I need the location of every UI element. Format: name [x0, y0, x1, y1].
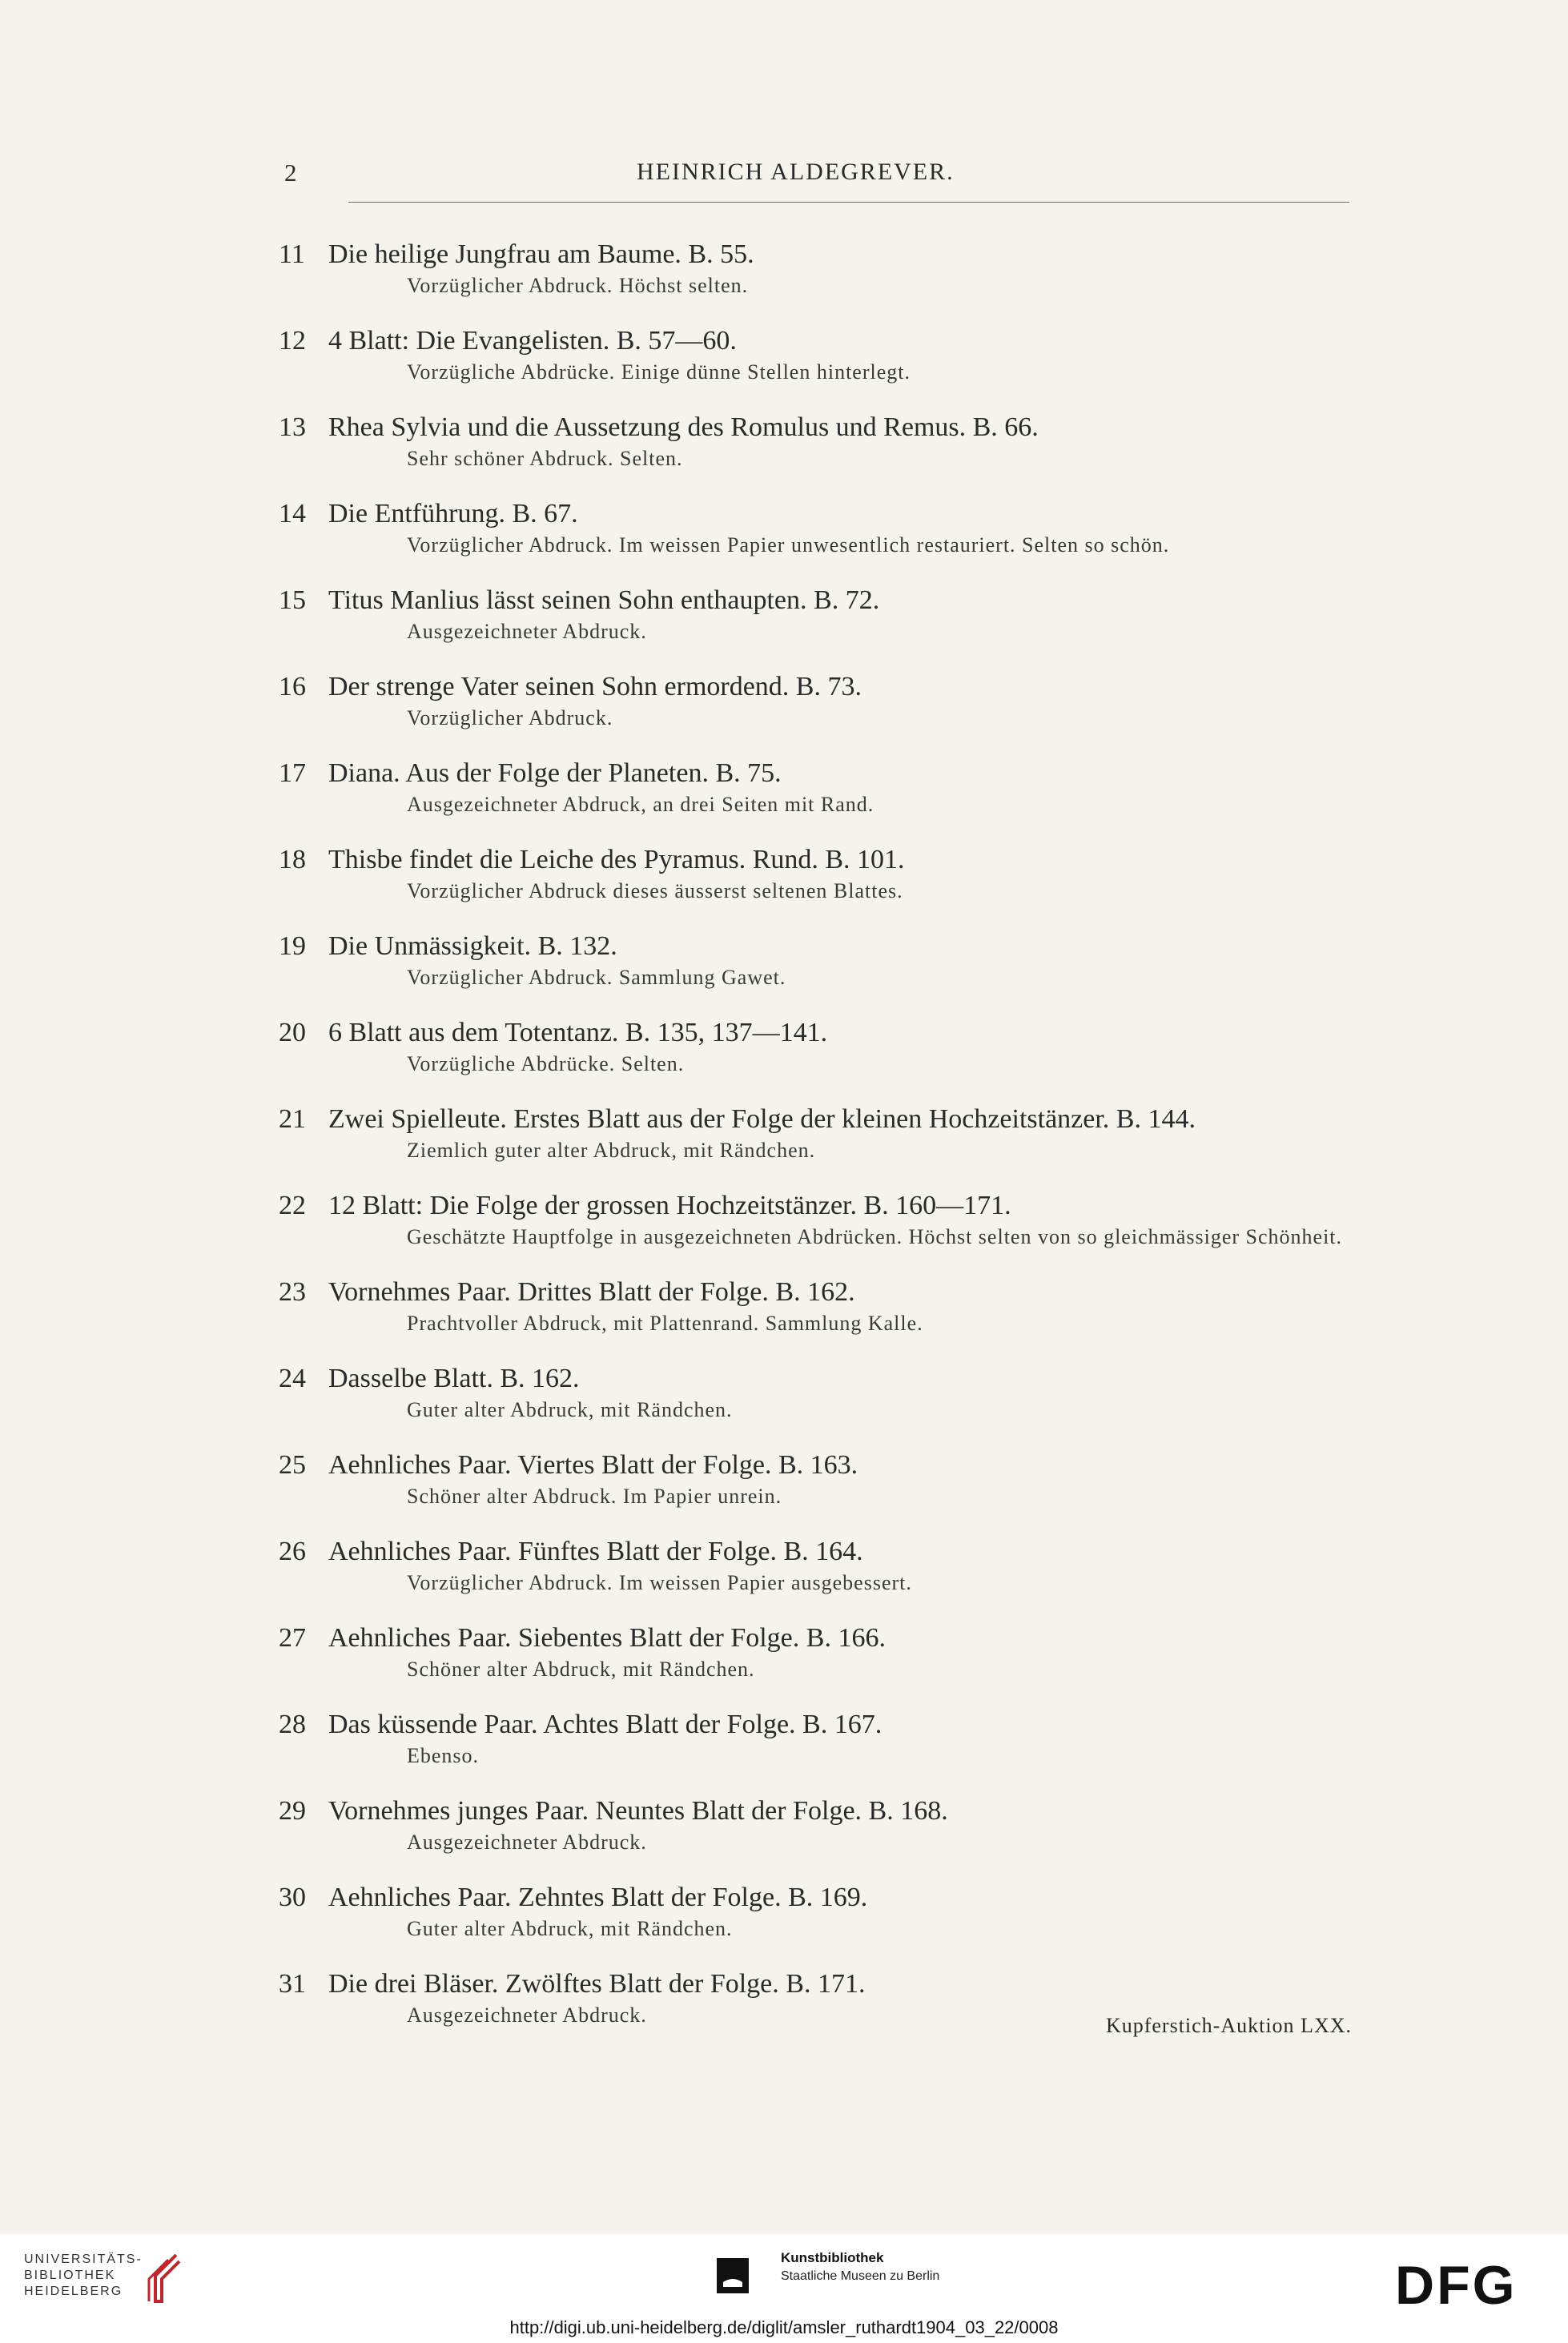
entry-note: Ziemlich guter alter Abdruck, mit Rändchen.	[407, 1139, 816, 1162]
entry-title: Thisbe findet die Leiche des Pyramus. Rund. B. 101.	[328, 845, 905, 874]
entry-note: Vorzüglicher Abdruck. Höchst selten.	[407, 274, 749, 297]
catalog-entry	[279, 842, 1352, 905]
entry-note: Vorzüglicher Abdruck. Im weissen Papier ausgebessert.	[407, 1571, 912, 1594]
entry-number: 29	[279, 1796, 306, 1826]
ub-logo-line: UNIVERSITÄTS-	[24, 2253, 143, 2266]
entry-note: Vorzügliche Abdrücke. Einige dünne Stellen hinterlegt.	[407, 360, 911, 384]
catalog-entry	[279, 1275, 1352, 1337]
ub-bracket-icon	[144, 2252, 184, 2305]
entry-number: 28	[279, 1710, 306, 1739]
entry-title: Die heilige Jungfrau am Baume. B. 55.	[328, 239, 754, 269]
entry-number: 16	[279, 672, 306, 701]
entry-title-line	[279, 1880, 1352, 1915]
catalog-entry	[279, 1794, 1352, 1856]
entry-title: Diana. Aus der Folge der Planeten. B. 75.	[328, 758, 782, 788]
entry-title: Die drei Bläser. Zwölftes Blatt der Folge. B. 171.	[328, 1969, 866, 1999]
entry-title: Aehnliches Paar. Siebentes Blatt der Folge. B. 166.	[328, 1623, 886, 1653]
entry-title-line	[279, 756, 1352, 791]
entry-title-line	[279, 842, 1352, 878]
permalink-url[interactable]: http://digi.ub.uni-heidelberg.de/diglit/amsler_ruthardt1904_03_22/0008	[509, 2317, 1059, 2337]
entry-title-line	[279, 669, 1352, 705]
entry-title: Der strenge Vater seinen Sohn ermordend. B. 73.	[328, 672, 862, 701]
catalog-entry	[279, 1361, 1352, 1424]
entry-title: Das küssende Paar. Achtes Blatt der Folge. B. 167.	[328, 1710, 883, 1739]
entry-number: 11	[279, 239, 305, 269]
catalog-entry	[279, 1188, 1352, 1251]
entry-number: 15	[279, 585, 306, 615]
catalog-entry	[279, 583, 1352, 645]
entry-title-line	[279, 1275, 1352, 1310]
entry-note: Vorzüglicher Abdruck. Sammlung Gawet.	[407, 966, 786, 989]
entry-number: 12	[279, 326, 306, 356]
entry-note: Ausgezeichneter Abdruck.	[407, 620, 647, 643]
entry-note: Guter alter Abdruck, mit Rändchen.	[407, 1917, 733, 1940]
entry-title: Die Entführung. B. 67.	[328, 499, 578, 528]
entry-title: 6 Blatt aus dem Totentanz. B. 135, 137—141.	[328, 1018, 828, 1047]
entry-number: 22	[279, 1191, 306, 1220]
entry-number: 19	[279, 931, 306, 961]
entry-note: Schöner alter Abdruck. Im Papier unrein.	[407, 1485, 782, 1508]
dfg-logo[interactable]: DFG	[1395, 2255, 1518, 2316]
kunstbibliothek-title: Kunstbibliothek	[781, 2250, 884, 2265]
entry-title: Titus Manlius lässt seinen Sohn enthaupten. B. 72.	[328, 585, 880, 615]
entry-note: Ausgezeichneter Abdruck.	[407, 2003, 647, 2027]
entry-note: Guter alter Abdruck, mit Rändchen.	[407, 1398, 733, 1421]
entry-number: 25	[279, 1450, 306, 1480]
catalog-entry	[279, 756, 1352, 818]
entry-title: Die Unmässigkeit. B. 132.	[328, 931, 617, 961]
entry-title: Vornehmes Paar. Drittes Blatt der Folge. B. 162.	[328, 1277, 855, 1307]
catalog-entry	[279, 1621, 1352, 1683]
catalog-entry	[279, 1448, 1352, 1510]
ub-heidelberg-logo[interactable]	[24, 2252, 192, 2308]
entry-number: 17	[279, 758, 306, 788]
entry-title-line	[279, 237, 1352, 272]
catalog-entry	[279, 1534, 1352, 1597]
kunstbibliothek-logo[interactable]	[717, 2249, 989, 2297]
entry-note: Vorzüglicher Abdruck. Im weissen Papier unwesentlich restauriert. Selten so schön.	[407, 533, 1170, 557]
entry-title: 4 Blatt: Die Evangelisten. B. 57—60.	[328, 326, 737, 356]
entry-title-line	[279, 410, 1352, 445]
entry-number: 27	[279, 1623, 306, 1653]
kunstbibliothek-mark-icon	[717, 2258, 749, 2293]
catalog-entry	[279, 324, 1352, 386]
entry-title: 12 Blatt: Die Folge der grossen Hochzeitstänzer. B. 160—171.	[328, 1191, 1011, 1220]
entry-note: Vorzügliche Abdrücke. Selten.	[407, 1052, 685, 1075]
entry-note: Vorzüglicher Abdruck.	[407, 706, 613, 729]
entry-number: 20	[279, 1018, 306, 1047]
entry-title-line	[279, 1534, 1352, 1569]
entry-number: 13	[279, 412, 306, 442]
entry-number: 21	[279, 1104, 306, 1134]
entry-title-line	[279, 1015, 1352, 1051]
entry-number: 24	[279, 1364, 306, 1393]
entry-title: Aehnliches Paar. Zehntes Blatt der Folge. B. 169.	[328, 1883, 868, 1912]
kunstbibliothek-subtitle: Staatliche Museen zu Berlin	[781, 2269, 940, 2283]
entry-title-line	[279, 1967, 1352, 2002]
entry-title-line	[279, 929, 1352, 964]
ub-logo-line: BIBLIOTHEK	[24, 2269, 116, 2282]
page-number: 2	[284, 159, 298, 187]
catalog-entry	[279, 1707, 1352, 1770]
catalog-footer-note: Kupferstich-Auktion LXX.	[1105, 2014, 1352, 2037]
entry-title: Dasselbe Blatt. B. 162.	[328, 1364, 580, 1393]
running-title: HEINRICH ALDEGREVER.	[637, 159, 955, 185]
entry-number: 14	[279, 499, 306, 528]
entry-title-line	[279, 1102, 1352, 1137]
entry-number: 18	[279, 845, 306, 874]
entry-title: Zwei Spielleute. Erstes Blatt aus der Folge der kleinen Hochzeitstänzer. B. 144.	[328, 1104, 1196, 1134]
catalog-entries	[279, 237, 1352, 2053]
entry-title-line	[279, 1794, 1352, 1829]
entry-title: Aehnliches Paar. Viertes Blatt der Folge. B. 163.	[328, 1450, 858, 1480]
entry-title: Vornehmes junges Paar. Neuntes Blatt der Folge. B. 168.	[328, 1796, 948, 1826]
entry-number: 26	[279, 1537, 306, 1566]
entry-title-line	[279, 1707, 1352, 1742]
entry-title-line	[279, 583, 1352, 618]
entry-note: Vorzüglicher Abdruck dieses äusserst seltenen Blattes.	[407, 879, 903, 902]
entry-number: 31	[279, 1969, 306, 1999]
entry-note: Geschätzte Hauptfolge in ausgezeichneten Abdrücken. Höchst selten von so gleichmässiger Schönheit.	[407, 1225, 1343, 1248]
page-header	[284, 159, 1349, 199]
entry-note: Schöner alter Abdruck, mit Rändchen.	[407, 1658, 755, 1681]
catalog-entry	[279, 410, 1352, 472]
entry-title-line	[279, 1188, 1352, 1224]
catalog-entry	[279, 1015, 1352, 1078]
entry-note: Sehr schöner Abdruck. Selten.	[407, 447, 683, 470]
entry-title: Rhea Sylvia und die Aussetzung des Romulus und Remus. B. 66.	[328, 412, 1039, 442]
entry-title-line	[279, 496, 1352, 532]
catalog-entry	[279, 929, 1352, 991]
entry-title-line	[279, 1621, 1352, 1656]
catalog-entry	[279, 1880, 1352, 1943]
entry-note: Prachtvoller Abdruck, mit Plattenrand. Sammlung Kalle.	[407, 1312, 923, 1335]
entry-title-line	[279, 324, 1352, 359]
entry-number: 30	[279, 1883, 306, 1912]
ub-logo-line: HEIDELBERG	[24, 2285, 123, 2298]
entry-number: 23	[279, 1277, 306, 1307]
header-rule	[348, 202, 1349, 203]
entry-title-line	[279, 1448, 1352, 1483]
catalog-entry	[279, 496, 1352, 559]
entry-title-line	[279, 1361, 1352, 1397]
catalog-entry	[279, 1102, 1352, 1164]
entry-note: Ausgezeichneter Abdruck.	[407, 1831, 647, 1854]
catalog-entry	[279, 237, 1352, 299]
entry-title: Aehnliches Paar. Fünftes Blatt der Folge. B. 164.	[328, 1537, 863, 1566]
entry-note: Ebenso.	[407, 1744, 480, 1767]
catalog-entry	[279, 669, 1352, 732]
entry-note: Ausgezeichneter Abdruck, an drei Seiten mit Rand.	[407, 793, 874, 816]
